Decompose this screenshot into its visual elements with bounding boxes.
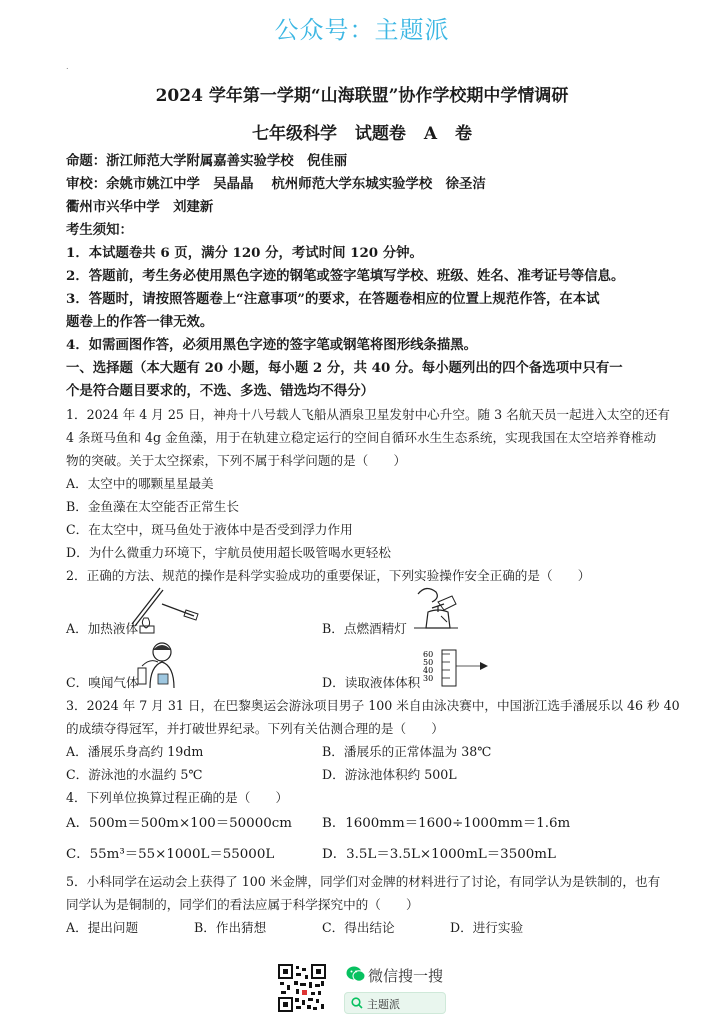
credit-author: 命题：浙江师范大学附属嘉善实验学校 倪佳丽 <box>66 153 348 169</box>
q1-option-c: C．在太空中，斑马鱼处于液体中是否受到浮力作用 <box>66 522 353 537</box>
exam-title: 2024 学年第一学期“山海联盟”协作学校期中学情调研 <box>155 86 569 106</box>
q5-stem: 5．小科同学在运动会上获得了 100 米金牌，同学们对金牌的材料进行了讨论，有同学认为是铁制的，也有 <box>66 874 661 889</box>
cylinder-tick-50: 50 <box>423 658 434 667</box>
stray-dot: . <box>66 62 69 71</box>
section-heading: 一、选择题（本大题有 20 小题，每小题 2 分，共 40 分。每小题列出的四个备选项中只有一 <box>66 360 623 376</box>
q2-option-c: C．嗅闻气体 <box>66 675 139 690</box>
q4-option-c: C．55m³＝55×1000L＝55000L <box>66 847 275 862</box>
notice-item: 4．如需画图作答，必须用黑色字迹的签字笔或钢笔将图形线条描黑。 <box>66 337 478 353</box>
q5-option-b: B．作出猜想 <box>194 920 267 935</box>
q5-option-c: C．得出结论 <box>322 920 395 935</box>
q5-stem: 同学认为是铜制的，同学们的看法应属于科学探究中的（ ） <box>66 897 419 912</box>
q3-option-c: C．游泳池的水温约 5℃ <box>66 767 203 782</box>
lighting-lamp-figure <box>408 582 464 632</box>
q3-stem: 3．2024 年 7 月 31 日，在巴黎奥运会游泳项目男子 100 米自由泳决赛中，中国浙江选手潘展乐以 46 秒 40 <box>66 698 680 713</box>
cylinder-tick-30: 30 <box>423 674 434 683</box>
wechat-icon <box>346 965 366 983</box>
notice-item: 1．本试题卷共 6 页，满分 120 分，考试时间 120 分钟。 <box>66 245 423 261</box>
q3-option-d: D．游泳池体积约 500L <box>322 767 457 782</box>
q1-stem: 4 条斑马鱼和 4g 金鱼藻，用于在轨建立稳定运行的空间自循环水生生态系统，实现我国在太空培养脊椎动 <box>66 430 657 445</box>
smelling-gas-figure <box>132 640 186 690</box>
cylinder-tick-40: 40 <box>423 666 434 675</box>
q4-option-b: B．1600mm＝1600÷1000mm＝1.6m <box>322 816 571 831</box>
q2-option-a: A．加热液体 <box>66 621 139 636</box>
reading-cylinder-figure <box>422 648 492 688</box>
notice-item: 2．答题前，考生务必使用黑色字迹的钢笔或签字笔填写学校、班级、姓名、准考证号等信息。 <box>66 268 625 284</box>
notice-heading: 考生须知： <box>66 222 133 238</box>
q5-option-a: A．提出问题 <box>66 920 139 935</box>
q1-stem: 物的突破。关于太空探索，下列不属于科学问题的是（ ） <box>66 453 407 468</box>
credit-reviewer: 审校：余姚市姚江中学 吴晶晶 杭州师范大学东城实验学校 徐圣洁 <box>66 176 486 192</box>
q3-option-b: B．潘展乐的正常体温为 38℃ <box>322 744 492 759</box>
search-box-text: 主题派 <box>367 998 400 1011</box>
section-heading-cont: 个是符合题目要求的，不选、多选、错选均不得分） <box>66 383 374 399</box>
search-icon <box>351 997 363 1009</box>
notice-item: 3．答题时，请按照答题卷上“注意事项”的要求，在答题卷相应的位置上规范作答，在本试 <box>66 291 600 307</box>
wechat-search-label: 微信搜一搜 <box>368 967 444 985</box>
q3-option-a: A．潘展乐身高约 19dm <box>66 744 204 759</box>
q2-option-d: D．读取液体体积 <box>322 675 421 690</box>
q5-option-d: D．进行实验 <box>450 920 524 935</box>
q2-stem: 2．正确的方法、规范的操作是科学实验成功的重要保证，下列实验操作安全正确的是（ ） <box>66 568 591 583</box>
cylinder-tick-60: 60 <box>423 650 434 659</box>
q1-stem: 1．2024 年 4 月 25 日，神舟十八号载人飞船从酒泉卫星发射中心升空。随 3 名航天员一起进入太空的还有 <box>66 407 670 422</box>
exam-subtitle: 七年级科学 试题卷 A 卷 <box>252 124 472 144</box>
q4-option-d: D．3.5L＝3.5L×1000mL＝3500mL <box>322 847 556 862</box>
notice-item: 题卷上的作答一律无效。 <box>66 314 214 330</box>
credit-reviewer-2: 衢州市兴华中学 刘建新 <box>66 199 214 215</box>
wechat-search-box[interactable] <box>344 992 446 1014</box>
q4-stem: 4．下列单位换算过程正确的是（ ） <box>66 790 289 805</box>
q2-option-b: B．点燃酒精灯 <box>322 621 407 636</box>
q1-option-b: B．金鱼藻在太空能否正常生长 <box>66 499 239 514</box>
q1-option-d: D．为什么微重力环境下，宇航员使用超长吸管喝水更轻松 <box>66 545 391 560</box>
q4-option-a: A．500m＝500m×100＝50000cm <box>66 816 292 831</box>
q3-stem: 的成绩夺得冠军，并打破世界纪录。下列有关估测合理的是（ ） <box>66 721 444 736</box>
header-banner: 公众号：主题派 <box>274 16 450 44</box>
q1-option-a: A．太空中的哪颗星星最美 <box>66 476 214 491</box>
qr-code-image <box>278 964 326 1012</box>
